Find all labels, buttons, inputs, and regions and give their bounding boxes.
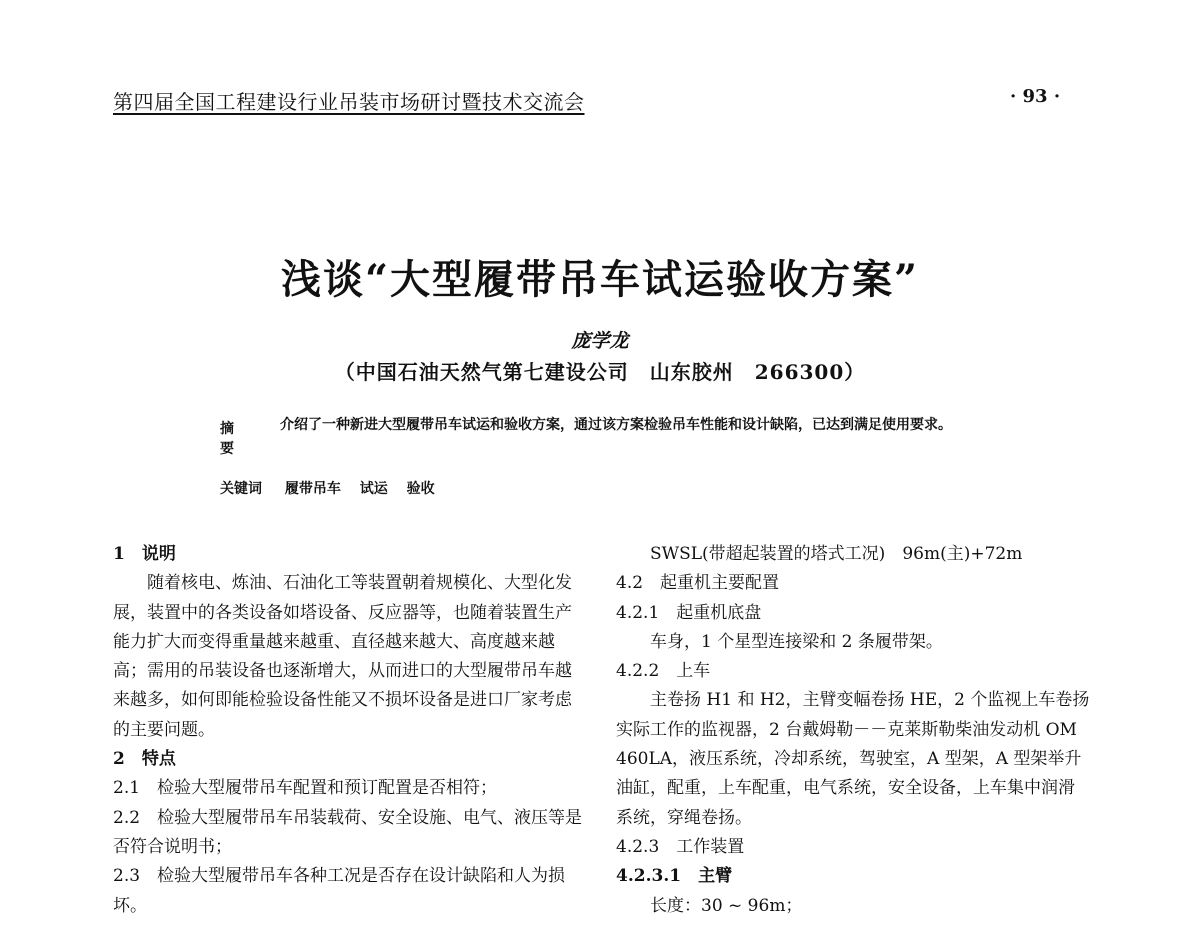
section-1-paragraph: 随着核电、炼油、石油化工等装置朝着规模化、大型化发展，装置中的各类设备如塔设备、反应器等，也随着装置生产能力扩大而变得重量越来越重、直径越来越大、高度越来越高；需用的吊装设备也逐渐增大，从而进口的大型履带吊车越来越多，如何即能检验设备性能又不损坏设备是进口厂家考虑的主要问题。: [113, 573, 572, 740]
section-4-2-1-heading: 4.2.1 起重机底盘: [616, 602, 762, 623]
item-2-1: 2.1 检验大型履带吊车配置和预订配置是否相符；: [113, 778, 498, 799]
abstract-label: 摘 要: [220, 421, 244, 457]
abstract: [220, 418, 1000, 458]
running-header: 第四届全国工程建设行业吊装市场研讨暨技术交流会: [113, 90, 585, 114]
section-4-2-2-heading: 4.2.2 上车: [616, 661, 711, 682]
section-4-2-2-text: 主卷扬 H1 和 H2，主臂变幅卷扬 HE，2 个监视上车卷扬实际工作的监视器，2 台戴姆勒－－克莱斯勒柴油发动机 OM 460LA，液压系统，冷却系统，驾驶室，A 型架，A 型架举升油缸，配重，上车配重，电气系统，安全设备，上车集中润滑系统，穿绳卷扬。: [616, 690, 1090, 828]
left-column: [113, 540, 583, 921]
keyword-item: 验收: [406, 481, 435, 497]
swsl-config-line: SWSL(带超起装置的塔式工况) 96m(主)+72m: [650, 544, 1023, 564]
section-4-2-3-heading: 4.2.3 工作装置: [616, 836, 745, 857]
section-heading-2: 2 特点: [113, 749, 176, 770]
section-heading-1: 1 说明: [113, 544, 176, 564]
right-column: [616, 540, 1090, 921]
page-number: · 93 ·: [1010, 86, 1061, 107]
item-2-3: 2.3 检验大型履带吊车各种工况是否存在设计缺陷和人为损坏。: [113, 866, 566, 916]
keywords: [220, 478, 449, 498]
section-4-2-3-1-heading: 4.2.3.1 主臂: [616, 866, 733, 887]
section-4-2-heading: 4.2 起重机主要配置: [616, 573, 780, 594]
author-name: 庞学龙: [571, 330, 629, 352]
section-4-2-1-text: 车身，1 个星型连接梁和 2 条履带架。: [650, 631, 943, 652]
keyword-item: 履带吊车: [284, 481, 341, 497]
author-affiliation: （中国石油天然气第七建设公司 山东胶州 266300）: [334, 360, 866, 384]
item-2-2: 2.2 检验大型履带吊车吊装载荷、安全设施、电气、液压等是否符合说明书；: [113, 807, 583, 857]
boom-length-line: 长度：30 ~ 96m；: [650, 895, 803, 916]
abstract-text: 介绍了一种新进大型履带吊车试运和验收方案，通过该方案检验吊车性能和设计缺陷，已达到满足使用要求。: [280, 417, 952, 433]
paper-title: 浅谈“大型履带吊车试运验收方案”: [280, 256, 919, 303]
keyword-item: 试运: [359, 481, 388, 497]
keywords-label: 关键词: [220, 481, 262, 497]
